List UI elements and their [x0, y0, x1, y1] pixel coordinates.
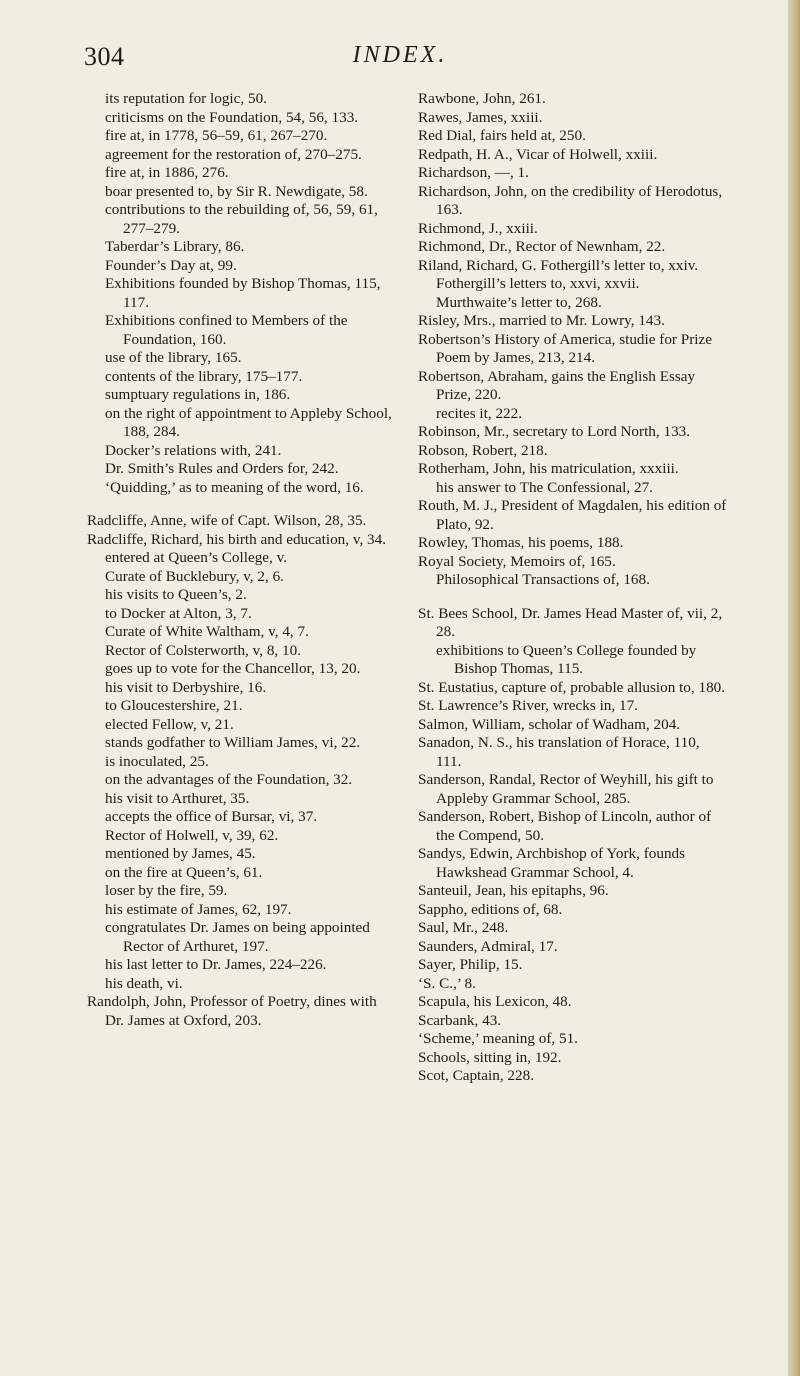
- index-entry: Scot, Captain, 228.: [418, 1067, 535, 1084]
- index-subentry: accepts the office of Bursar, vi, 37.: [105, 808, 318, 825]
- index-entry: Saul, Mr., 248.: [418, 919, 509, 936]
- section-gap: [87, 497, 395, 512]
- index-subentry: criticisms on the Foundation, 54, 56, 133.: [105, 108, 359, 126]
- index-subentry: is inoculated, 25.: [105, 752, 209, 770]
- index-entry: Rawbone, John, 261.: [418, 90, 546, 107]
- index-subentry: Rector of Holwell, v, 39, 62.: [105, 826, 279, 844]
- index-entry: ‘S. C.,’ 8.: [418, 974, 476, 992]
- index-entry: Scapula, his Lexicon, 48.: [418, 993, 572, 1010]
- index-subentry: Dr. Smith’s Rules and Orders for, 242.: [105, 460, 339, 477]
- index-entry: Rawes, James, xxiii.: [418, 108, 543, 126]
- index-subentry: Exhibitions confined to Members of the Foundation, 160.: [105, 312, 348, 348]
- index-entry: Richardson, John, on the credibility of Herodotus, 163.: [418, 182, 723, 218]
- index-entry: Sayer, Philip, 15.: [418, 956, 523, 973]
- index-subentry: Docker’s relations with, 241.: [105, 441, 282, 459]
- index-subentry: Fothergill’s letters to, xxvi, xxvii.: [436, 275, 640, 292]
- index-entry: Richardson, —, 1.: [418, 164, 529, 181]
- index-subentry: his answer to The Confessional, 27.: [436, 478, 653, 496]
- index-entry: Santeuil, Jean, his epitaphs, 96.: [418, 882, 609, 899]
- index-entry: Richmond, Dr., Rector of Newnham, 22.: [418, 238, 666, 255]
- index-subentry: Founder’s Day at, 99.: [105, 256, 237, 274]
- index-subentry: loser by the fire, 59.: [105, 882, 228, 899]
- index-entry: ‘Scheme,’ meaning of, 51.: [418, 1030, 578, 1047]
- index-entry: Sanadon, N. S., his translation of Horace, 110, 111.: [418, 734, 700, 770]
- index-subentry: goes up to vote for the Chancellor, 13, 20.: [105, 660, 361, 677]
- index-subentry: stands godfather to William James, vi, 22.: [105, 734, 361, 751]
- index-subentry: Murthwaite’s letter to, 268.: [436, 293, 602, 311]
- index-entry: Schools, sitting in, 192.: [418, 1048, 562, 1066]
- index-entry: Randolph, John, Professor of Poetry, dines with Dr. James at Oxford, 203.: [87, 993, 377, 1029]
- index-subentry: on the advantages of the Foundation, 32.: [105, 771, 353, 788]
- index-entry: Saunders, Admiral, 17.: [418, 937, 558, 955]
- index-entry: Red Dial, fairs held at, 250.: [418, 127, 586, 144]
- index-entry: St. Bees School, Dr. James Head Master of, vii, 2, 28.: [418, 604, 723, 640]
- index-subentry: sumptuary regulations in, 186.: [105, 386, 291, 403]
- index-subentry: Exhibitions founded by Bishop Thomas, 115, 117.: [105, 275, 381, 311]
- index-subentry: on the fire at Queen’s, 61.: [105, 863, 263, 881]
- page-edge: [788, 0, 800, 1376]
- index-column-left: [87, 90, 395, 1030]
- index-subentry: contents of the library, 175–177.: [105, 367, 303, 385]
- index-subentry: boar presented to, by Sir R. Newdigate, 58.: [105, 182, 368, 200]
- index-entry: Rowley, Thomas, his poems, 188.: [418, 534, 624, 551]
- index-entry: Riland, Richard, G. Fothergill’s letter to, xxiv.: [418, 256, 699, 274]
- index-entry: Scarbank, 43.: [418, 1011, 502, 1029]
- index-subentry: his visit to Derbyshire, 16.: [105, 678, 267, 696]
- index-subentry: congratulates Dr. James on being appointed Rector of Arthuret, 197.: [105, 919, 370, 955]
- index-entry: Richmond, J., xxiii.: [418, 219, 538, 237]
- index-subentry: Taberdar’s Library, 86.: [105, 238, 245, 255]
- index-subentry: on the right of appointment to Appleby School, 188, 284.: [105, 404, 392, 440]
- index-subentry: his estimate of James, 62, 197.: [105, 900, 292, 918]
- index-entry: Royal Society, Memoirs of, 165.: [418, 552, 616, 570]
- index-entry: Risley, Mrs., married to Mr. Lowry, 143.: [418, 312, 665, 329]
- index-subentry: Philosophical Transactions of, 168.: [436, 571, 650, 588]
- index-entry: Robinson, Mr., secretary to Lord North, 133.: [418, 423, 691, 440]
- index-subentry: entered at Queen’s College, v.: [105, 549, 288, 566]
- index-subentry: Rector of Colsterworth, v, 8, 10.: [105, 641, 301, 659]
- index-entry: Sandys, Edwin, Archbishop of York, founds Hawkshead Grammar School, 4.: [418, 845, 686, 881]
- index-entry: Routh, M. J., President of Magdalen, his edition of Plato, 92.: [418, 497, 727, 533]
- page-number: 304: [84, 42, 125, 71]
- index-subentry: recites it, 222.: [436, 404, 523, 422]
- index-entry: Rotherham, John, his matriculation, xxxiii.: [418, 460, 679, 477]
- index-subentry: his visits to Queen’s, 2.: [105, 586, 247, 603]
- index-subentry: agreement for the restoration of, 270–275.: [105, 145, 362, 163]
- index-subentry: mentioned by James, 45.: [105, 845, 256, 862]
- index-subentry: Curate of Bucklebury, v, 2, 6.: [105, 567, 284, 585]
- index-entry: Radcliffe, Richard, his birth and education, v, 34.: [87, 530, 387, 548]
- index-entry: Robson, Robert, 218.: [418, 441, 548, 459]
- index-subentry: contributions to the rebuilding of, 56, 59, 61, 277–279.: [105, 201, 378, 237]
- index-subentry: its reputation for logic, 50.: [105, 90, 267, 107]
- index-subentry: his last letter to Dr. James, 224–226.: [105, 956, 327, 973]
- index-subentry: to Docker at Alton, 3, 7.: [105, 604, 252, 622]
- index-subentry: elected Fellow, v, 21.: [105, 715, 234, 733]
- index-entry: Robertson, Abraham, gains the English Essay Prize, 220.: [418, 367, 696, 403]
- running-head: INDEX.: [352, 42, 448, 68]
- index-subentry: use of the library, 165.: [105, 349, 242, 366]
- index-entry: St. Lawrence’s River, wrecks in, 17.: [418, 697, 638, 714]
- index-entry: Radcliffe, Anne, wife of Capt. Wilson, 28, 35.: [87, 512, 367, 529]
- index-entry: Salmon, William, scholar of Wadham, 204.: [418, 715, 681, 733]
- index-entry: Robertson’s History of America, studie for Prize Poem by James, 213, 214.: [418, 330, 712, 366]
- page-header: [0, 40, 800, 80]
- index-entry: Sanderson, Randal, Rector of Weyhill, his gift to Appleby Grammar School, 285.: [418, 771, 714, 807]
- index-entry: Redpath, H. A., Vicar of Holwell, xxiii.: [418, 145, 658, 163]
- index-subentry: to Gloucestershire, 21.: [105, 697, 243, 714]
- index-subentry: Curate of White Waltham, v, 4, 7.: [105, 623, 309, 640]
- index-subentry: fire at, in 1778, 56–59, 61, 267–270.: [105, 127, 328, 144]
- index-entry: Sappho, editions of, 68.: [418, 900, 563, 918]
- index-subentry: ‘Quidding,’ as to meaning of the word, 16.: [105, 478, 364, 496]
- index-subentry: his death, vi.: [105, 974, 183, 992]
- index-subentry: fire at, in 1886, 276.: [105, 164, 229, 181]
- index-column-right: [418, 90, 728, 1086]
- index-entry: St. Eustatius, capture of, probable allusion to, 180.: [418, 678, 726, 696]
- index-entry: Sanderson, Robert, Bishop of Lincoln, author of the Compend, 50.: [418, 808, 712, 844]
- section-gap: [418, 590, 728, 605]
- index-subentry: his visit to Arthuret, 35.: [105, 789, 250, 807]
- index-subentry: exhibitions to Queen’s College founded by Bishop Thomas, 115.: [436, 641, 697, 677]
